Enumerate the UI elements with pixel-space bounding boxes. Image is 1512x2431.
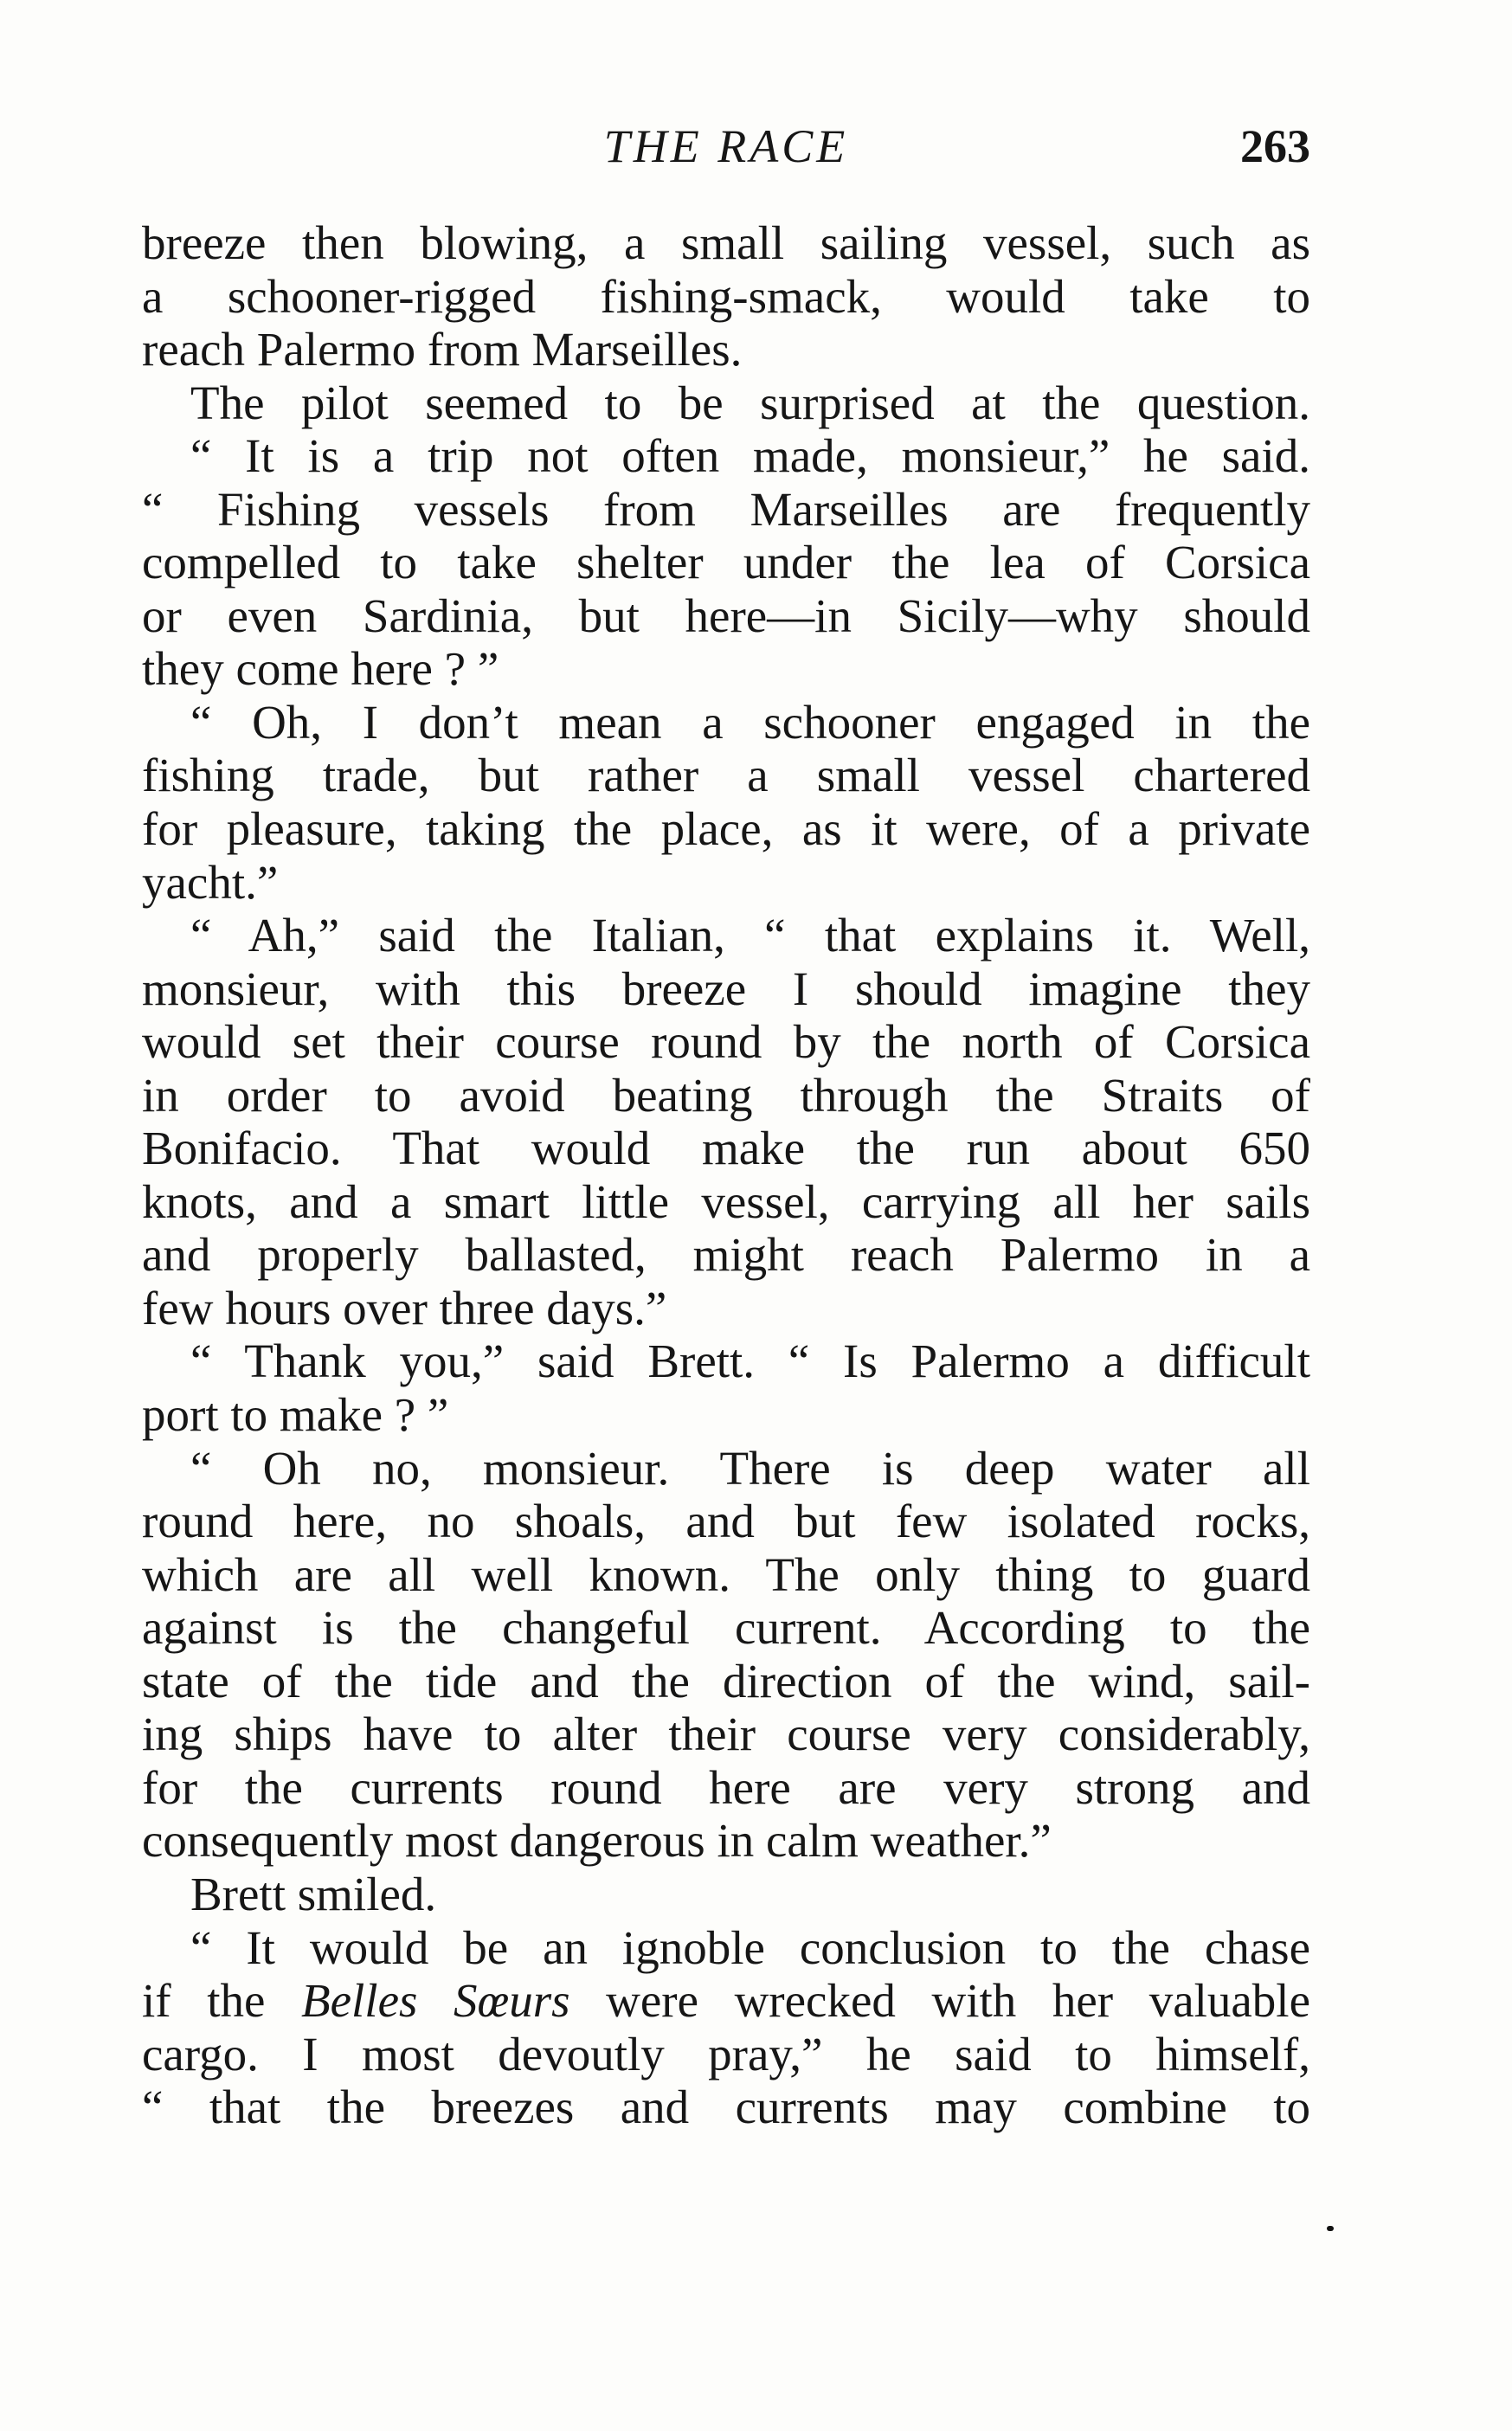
text-line: for the currents round here are very strong and	[142, 1760, 1310, 1814]
text-line: yacht.”	[142, 855, 279, 909]
text-line: a schooner-rigged fishing-smack, would take to	[142, 269, 1310, 323]
body-text	[142, 216, 1310, 2134]
text-line: in order to avoid beating through the Straits of	[142, 1068, 1310, 1122]
text-line: for pleasure, taking the place, as it were, of a private	[142, 802, 1310, 856]
text-line: reach Palermo from Marseilles.	[142, 323, 743, 376]
text-line: Brett smiled.	[190, 1867, 437, 1920]
ink-speck	[1327, 2226, 1334, 2231]
text-line: compelled to take shelter under the lea of Corsica	[142, 536, 1310, 589]
running-title: THE RACE	[603, 120, 849, 172]
line-text-after: were wrecked with her valuable	[569, 1974, 1310, 2028]
text-line: round here, no shoals, and but few isolated rocks,	[142, 1495, 1310, 1548]
text-line: or even Sardinia, but here—in Sicily—why should	[142, 588, 1310, 642]
text-line: “ Thank you,” said Brett. “ Is Palermo a difficult	[190, 1334, 1310, 1388]
text-line: The pilot seemed to be surprised at the question.	[190, 376, 1310, 429]
text-line-with-italic-ship-name	[142, 1974, 1310, 2028]
text-line: breeze then blowing, a small sailing vessel, such as	[142, 216, 1310, 269]
text-line: “ that the breezes and currents may combine to	[142, 2080, 1310, 2134]
text-line: which are all well known. The only thing to guard	[142, 1547, 1310, 1601]
text-line: monsieur, with this breeze I should imagine they	[142, 961, 1310, 1015]
page-number: 263	[1240, 120, 1310, 172]
text-line: few hours over three days.”	[142, 1281, 667, 1334]
text-line: fishing trade, but rather a small vessel chartered	[142, 749, 1310, 802]
text-line: “ It would be an ignoble conclusion to the chase	[190, 1920, 1310, 1974]
running-header	[142, 116, 1310, 177]
text-line: cargo. I most devoutly pray,” he said to himself,	[142, 2027, 1310, 2080]
text-line: “ Oh, I don’t mean a schooner engaged in the	[190, 695, 1310, 749]
text-line: “ It is a trip not often made, monsieur,” he said.	[190, 429, 1310, 483]
text-line: consequently most dangerous in calm weather.”	[142, 1814, 1052, 1868]
text-line: “ Ah,” said the Italian, “ that explains it. Well,	[190, 909, 1310, 962]
text-line: Bonifacio. That would make the run about 650	[142, 1122, 1310, 1175]
text-line: “ Oh no, monsieur. There is deep water all	[190, 1441, 1310, 1495]
text-line: they come here ? ”	[142, 642, 499, 696]
text-line: ing ships have to alter their course very considerably,	[142, 1707, 1310, 1761]
text-line: knots, and a smart little vessel, carrying all her sails	[142, 1174, 1310, 1228]
text-line: and properly ballasted, might reach Palermo in a	[142, 1228, 1310, 1282]
text-line: would set their course round by the north of Corsica	[142, 1015, 1310, 1069]
text-line: state of the tide and the direction of the wind, sail-	[142, 1654, 1310, 1707]
line-text-before: if the	[142, 1974, 302, 2028]
ship-name: Belles Sœurs	[301, 1974, 570, 2028]
text-line: port to make ? ”	[142, 1388, 449, 1442]
text-line: “ Fishing vessels from Marseilles are frequently	[142, 482, 1310, 536]
text-line: against is the changeful current. According to the	[142, 1601, 1310, 1655]
